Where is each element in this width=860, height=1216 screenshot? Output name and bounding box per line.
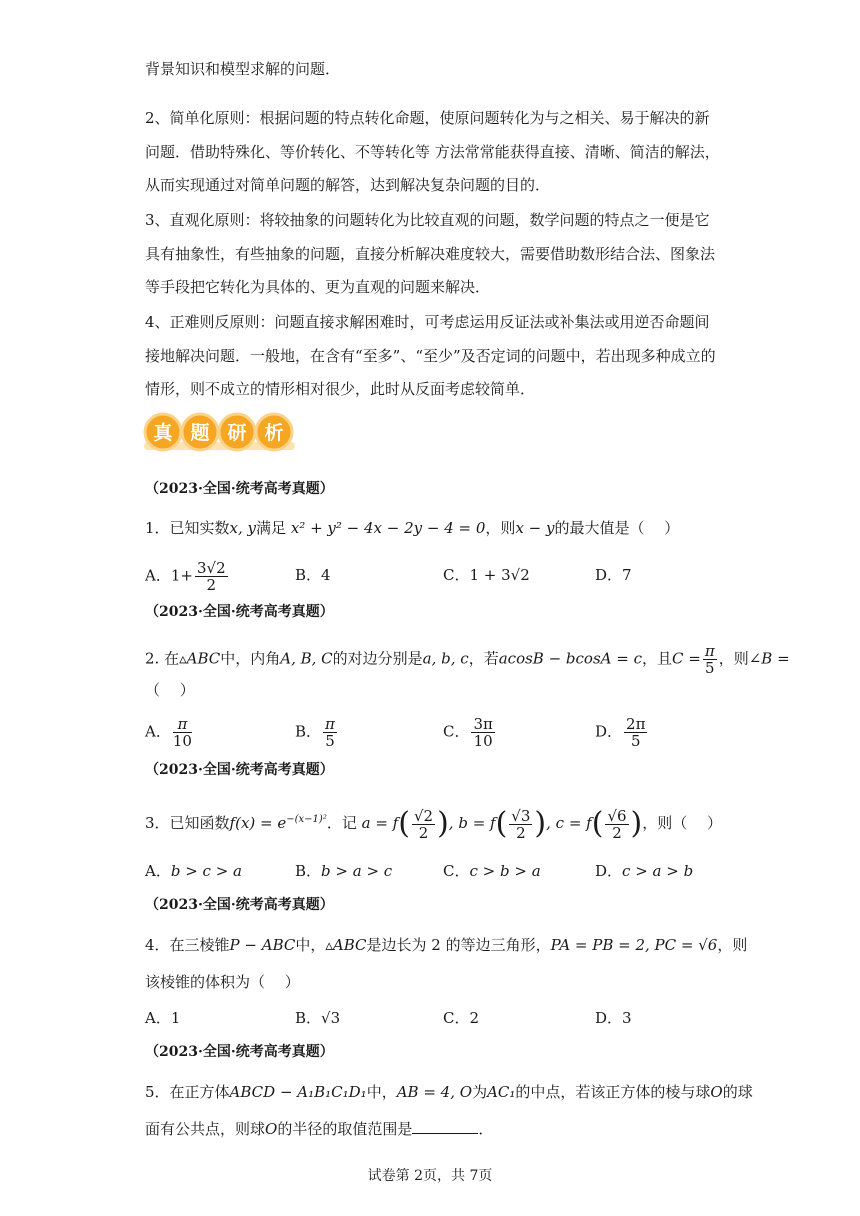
q2-text: ，则∠ — [718, 649, 762, 668]
q2-option-d[interactable] — [595, 716, 649, 749]
paren: ) — [630, 806, 643, 841]
fraction — [624, 716, 647, 749]
q5-text: 的球 — [722, 1083, 753, 1101]
q1-option-b[interactable]: B．4 — [295, 566, 331, 584]
option-value: 1+ — [170, 566, 193, 585]
q5-text: 面有公共点，则球 — [145, 1120, 266, 1138]
intro-line: 等手段把它转化为具体的、更为直观的问题来解决． — [145, 278, 491, 296]
fraction — [323, 716, 337, 749]
q2-equation: acosB − bcosA = c — [498, 649, 642, 668]
q4-option-c[interactable]: C．2 — [443, 1009, 480, 1027]
q2-option-b[interactable] — [295, 716, 339, 749]
q4-text: 4．在三棱锥 — [145, 936, 230, 954]
intro-line: 情形，则不成立的情形相对很少，此时从反面考虑较简单． — [145, 380, 536, 398]
denominator: 5 — [705, 659, 715, 677]
option-label: A． — [145, 722, 171, 741]
option-label: D． — [595, 862, 623, 880]
q2-option-c[interactable] — [443, 716, 497, 749]
q3-option-b[interactable] — [295, 861, 392, 881]
numerator: 3√2 — [196, 559, 226, 577]
q4-text: 中， — [295, 936, 326, 954]
q1-vars: x, y — [229, 519, 257, 537]
answer-blank[interactable] — [412, 1119, 478, 1134]
q1-expression: x − y — [515, 519, 555, 537]
option-label: B． — [295, 722, 322, 741]
q1-text: 的最大值是（ ） — [554, 519, 680, 537]
question-4-stem — [145, 935, 747, 955]
option-value: c > b > a — [469, 862, 541, 880]
paren: ) — [534, 806, 547, 841]
q4-text: 是边长为 2 的等边三角形， — [366, 936, 551, 954]
option-label: B． — [295, 862, 322, 880]
q5-cube: ABCD − A₁B₁C₁D₁ — [229, 1083, 367, 1101]
fraction — [412, 808, 435, 841]
q5-text: 的半径的取值范围是 — [277, 1120, 413, 1138]
denominator: 5 — [325, 732, 335, 750]
badge-char: 题 — [190, 422, 210, 444]
q5-text: 中， — [366, 1083, 397, 1101]
numerator: π — [173, 716, 192, 733]
question-5-stem — [145, 1082, 753, 1102]
option-value: √3 — [321, 1009, 341, 1027]
q3-exponent: −(x−1)² — [286, 814, 327, 825]
q1-equation: x² + y² − 4x − 2y − 4 = 0 — [290, 519, 486, 537]
numerator: √2 — [413, 806, 434, 825]
q1-text: 满足 — [256, 519, 287, 537]
badge-circle-2 — [182, 414, 218, 450]
q5-sphere: O — [265, 1120, 278, 1138]
q1-text: ，则 — [485, 519, 516, 537]
badge-char: 研 — [227, 422, 247, 444]
q5-text: ． — [478, 1120, 494, 1138]
intro-line: 问题．借助特殊化、等价转化、不等转化等 方法常常能获得直接、清晰、简洁的解法， — [145, 143, 720, 161]
q4-option-a[interactable]: A．1 — [145, 1009, 181, 1027]
question-2-stem — [145, 643, 790, 676]
numerator: √3 — [511, 806, 531, 825]
q1-option-d[interactable]: D．7 — [595, 566, 632, 584]
q5-sphere: O — [710, 1083, 723, 1101]
numerator: √6 — [607, 806, 627, 825]
intro-line: 3、直观化原则：将较抽象的问题转化为比较直观的问题，数学问题的特点之一便是它 — [145, 211, 710, 229]
q2-text: ，且 — [642, 649, 673, 668]
question-3-stem — [145, 800, 722, 844]
question-4-stem-line2: 该棱锥的体积为（ ） — [145, 973, 300, 991]
q3-option-d[interactable] — [595, 861, 693, 881]
badge-circle-4 — [256, 414, 292, 450]
q3-c: , c = f — [546, 814, 592, 832]
numerator: 3π — [473, 715, 493, 733]
q5-segment: AC₁ — [487, 1083, 516, 1101]
q1-text: 1．已知实数 — [145, 519, 230, 537]
badge-char: 真 — [153, 422, 173, 444]
q3-option-a[interactable] — [145, 861, 242, 881]
question-source: （2023·全国·统考高考真题） — [145, 604, 334, 620]
q2-text: 2. 在 — [145, 649, 180, 668]
q4-equation: PA = PB = 2, PC = √6 — [550, 936, 718, 954]
intro-line: 背景知识和模型求解的问题． — [145, 60, 341, 78]
q3-text: 3．已知函数 — [145, 814, 230, 832]
q5-text: 为 — [472, 1083, 488, 1101]
q5-equation: AB = 4, O — [396, 1083, 473, 1101]
q2-text: 中，内角 — [220, 649, 281, 668]
option-value: c > a > b — [622, 862, 694, 880]
question-1-stem — [145, 518, 679, 538]
intro-line: 4、正难则反原则：问题直接求解困难时，可考虑运用反证法或补集法或用逆否命题间 — [145, 313, 710, 331]
intro-line: 接地解决问题．一般地，在含有“至多”、“至少”及否定词的问题中，若出现多种成立的 — [145, 347, 716, 365]
page-footer: 试卷第 2页，共 7页 — [367, 1168, 493, 1184]
paren: ( — [398, 806, 410, 841]
q5-text: 的中点，若该正方体的棱与球 — [515, 1083, 711, 1101]
q1-option-a[interactable] — [145, 560, 230, 593]
numerator: 2π — [626, 715, 646, 733]
fraction — [173, 716, 192, 749]
intro-line: 具有抽象性，有些抽象的问题，直接分析解决难度较大，需要借助数形结合法、图象法 — [145, 245, 716, 263]
q2-b: B = — [761, 649, 790, 668]
q5-text: 5．在正方体 — [145, 1083, 230, 1101]
q4-triangle: ▵ABC — [325, 936, 367, 954]
denominator: 10 — [172, 732, 192, 750]
q3-text: ，则（ ） — [642, 814, 723, 832]
q2-option-a[interactable] — [145, 716, 194, 749]
q2-text: ，若 — [468, 649, 499, 668]
q3-text: ．记 — [326, 814, 357, 832]
denominator: 2 — [206, 576, 217, 594]
fraction — [471, 716, 494, 749]
fraction — [195, 560, 228, 593]
intro-line: 从而实现通过对简单问题的解答，达到解决复杂问题的目的． — [145, 176, 551, 194]
denominator: 2 — [418, 823, 429, 842]
q1-option-c[interactable] — [443, 565, 530, 585]
option-value: b > c > a — [170, 862, 242, 880]
numerator: π — [704, 642, 715, 660]
option-label: D． — [595, 722, 623, 741]
section-badge — [142, 410, 297, 456]
fraction — [605, 808, 628, 841]
denominator: 2 — [516, 823, 526, 842]
question-source: （2023·全国·统考高考真题） — [145, 762, 334, 778]
question-source: （2023·全国·统考高考真题） — [145, 1044, 334, 1060]
paren: ( — [591, 806, 604, 841]
fraction — [509, 808, 532, 841]
option-value: b > a > c — [321, 862, 393, 880]
option-label: C． — [443, 566, 470, 584]
option-label: B． — [295, 1009, 322, 1027]
option-value: 1 + 3√2 — [469, 566, 530, 584]
fraction — [703, 643, 717, 676]
q3-b: , b = f — [448, 814, 496, 832]
option-label: A． — [145, 566, 171, 585]
q3-function: f(x) = e — [229, 814, 287, 832]
badge-char: 析 — [264, 422, 284, 444]
badge-circle-1 — [145, 414, 181, 450]
denominator: 10 — [473, 732, 493, 750]
intro-line: 2、简单化原则：根据问题的特点转化命题，使原问题转化为与之相关、易于解决的新 — [145, 109, 710, 127]
option-label: A． — [145, 862, 171, 880]
option-label: C． — [443, 722, 470, 741]
q3-option-c[interactable] — [443, 861, 541, 881]
denominator: 5 — [630, 732, 641, 750]
q2-text: 的对边分别是 — [332, 649, 423, 668]
q4-text: ，则 — [717, 936, 748, 954]
q2-triangle: ▵ABC — [179, 649, 221, 668]
paren: ) — [437, 806, 449, 841]
q4-option-d[interactable]: D．3 — [595, 1009, 632, 1027]
question-source: （2023·全国·统考高考真题） — [145, 481, 334, 497]
q2-angles: A, B, C — [280, 649, 333, 668]
question-source: （2023·全国·统考高考真题） — [145, 897, 334, 913]
question-5-stem-line2 — [145, 1119, 493, 1139]
denominator: 2 — [612, 823, 622, 842]
paren: ( — [495, 806, 508, 841]
q2-c: C = — [672, 649, 701, 668]
numerator: π — [325, 715, 335, 733]
q3-a: a = f — [361, 814, 399, 832]
option-label: C． — [443, 862, 470, 880]
q4-option-b[interactable] — [295, 1008, 340, 1028]
q2-paren: （ ） — [145, 681, 195, 699]
badge-circle-3 — [219, 414, 255, 450]
q4-pyramid: P − ABC — [229, 936, 296, 954]
q2-sides: a, b, c — [422, 649, 469, 668]
